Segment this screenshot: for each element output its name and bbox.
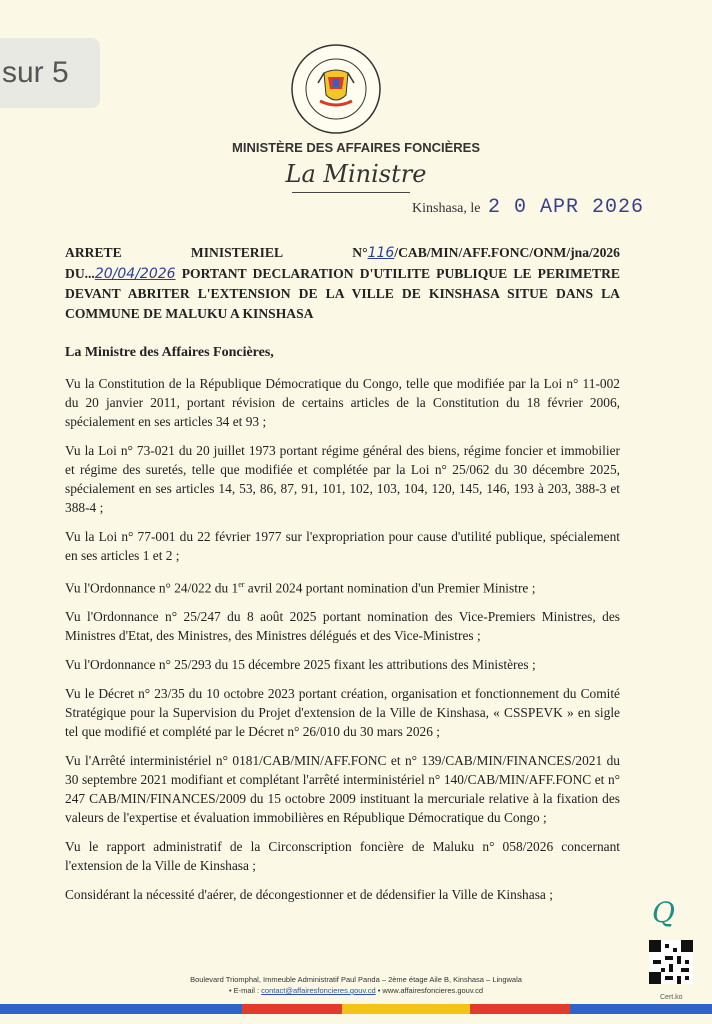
footer-color-segment [570, 1004, 712, 1014]
body-heading: La Ministre des Affaires Foncières, [65, 345, 274, 360]
footer [0, 974, 712, 996]
paragraph: Vu la Loi n° 77-001 du 22 février 1977 sur l'expropriation pour cause d'utilité publique, spécialement en ses articles 1 et 2 ; [65, 529, 620, 563]
footer-contact: • E-mail : contact@affairesfoncieres.gouv.cd • www.affairesfoncieres.gouv.cd [228, 986, 484, 995]
minister-signature-title: La Ministre [285, 160, 427, 188]
footer-color-segment [0, 1004, 242, 1014]
decree-title [65, 243, 620, 323]
footer-address: Boulevard Triomphal, Immeuble Administratif Paul Panda – 2ème étage Aile B, Kinshasa – Lingwala [190, 975, 522, 984]
paragraph: Considérant la nécessité d'aérer, de décongestionner et de dédensifier la Ville de Kinshasa ; [65, 887, 553, 903]
page-indicator: sur 5 [0, 38, 100, 108]
ministry-name: MINISTÈRE DES AFFAIRES FONCIÈRES [232, 140, 480, 155]
title-rest: DU...20/04/2026 PORTANT DECLARATION D'UTILITE PUBLIQUE LE PERIMETRE DEVANT ABRITER L'EXTENSION DE LA VILLE DE KINSHASA SITUE DANS LA COMMUNE DE MALUKU A KINSHASA [65, 265, 620, 321]
qr-label: Cert.ko [660, 994, 683, 1001]
title-line-1 [65, 243, 620, 264]
paragraph: Vu l'Arrêté interministériel n° 0181/CAB/MIN/AFF.FONC et n° 139/CAB/MIN/FINANCES/2021 du 30 septembre 2021 modifiant et complétant l'arrêté interministériel n° 140/CAB/MIN/AFF.FONC et n° 247 CAB/MIN/FINANCES/2009 du 15 octobre 2009 instituant la mercuriale relative à la fixation des valeurs de l'expertise et évaluation immobilières en République Démocratique du Congo ; [65, 753, 620, 826]
title-word: MINISTERIEL [190, 245, 284, 260]
dateline [412, 196, 644, 219]
handwritten-date: 20/04/2026 [94, 265, 176, 282]
email-link[interactable]: contact@affairesfoncieres.gouv.cd [261, 986, 376, 995]
website-text: • www.affairesfoncieres.gouv.cd [375, 986, 484, 995]
footer-color-segment [470, 1004, 570, 1014]
paragraph: Vu le rapport administratif de la Circonscription foncière de Maluku n° 058/2026 concernant l'extension de la Ville de Kinshasa ; [65, 839, 620, 874]
decree-number: N°116/CAB/MIN/AFF.FONC/ONM/jna/2026 [352, 245, 620, 261]
handwritten-number: 116 [367, 245, 395, 261]
divider [292, 192, 410, 193]
title-word: ARRETE [65, 245, 122, 260]
footer-color-segment [242, 1004, 342, 1014]
date-stamp: 2 0 APR 2026 [487, 196, 644, 219]
paragraph: Vu l'Ordonnance n° 25/247 du 8 août 2025 portant nomination des Vice-Premiers Ministres, des Ministres d'Etat, des Ministres, des Ministres délégués et des Vice-Ministres ; [65, 609, 620, 644]
paragraph: Vu le Décret n° 23/35 du 10 octobre 2023 portant création, organisation et fonctionnement du Comité Stratégique pour la Supervision du Projet d'extension de la Ville de Kinshasa, « CSSPEVK » en sigle tel que modifié et complété par le Décret n° 26/010 du 30 mars 2026 ; [65, 686, 620, 740]
paragraph: Vu la Constitution de la République Démocratique du Congo, telle que modifiée par la Loi n° 11-002 du 20 janvier 2011, portant révision de certains articles de la Constitution du 18 février 2006, spécialement en ses articles 34 et 93 ; [65, 376, 620, 429]
paragraph: Vu l'Ordonnance n° 24/022 du 1er avril 2024 portant nomination d'un Premier Ministre ; [65, 580, 536, 596]
handwritten-initial: Q [652, 896, 675, 929]
date-prefix: Kinshasa, le [412, 201, 481, 216]
paragraph: Vu la Loi n° 73-021 du 20 juillet 1973 portant régime général des biens, régime foncier et immobilier et régime des suretés, telle que modifiée et complétée par la Loi n° 25/062 du 30 décembre 2025, spécialement en ses articles 14, 53, 86, 87, 91, 101, 102, 103, 104, 120, 145, 146, 193 à 203, 388-3 et 388-4 ; [65, 443, 620, 515]
decree-body [65, 343, 620, 914]
paragraph: Vu l'Ordonnance n° 25/293 du 15 décembre 2025 fixant les attributions des Ministères ; [65, 657, 536, 673]
footer-color-bar [0, 1004, 712, 1014]
coat-of-arms-icon [290, 43, 382, 135]
footer-color-segment [342, 1004, 470, 1014]
